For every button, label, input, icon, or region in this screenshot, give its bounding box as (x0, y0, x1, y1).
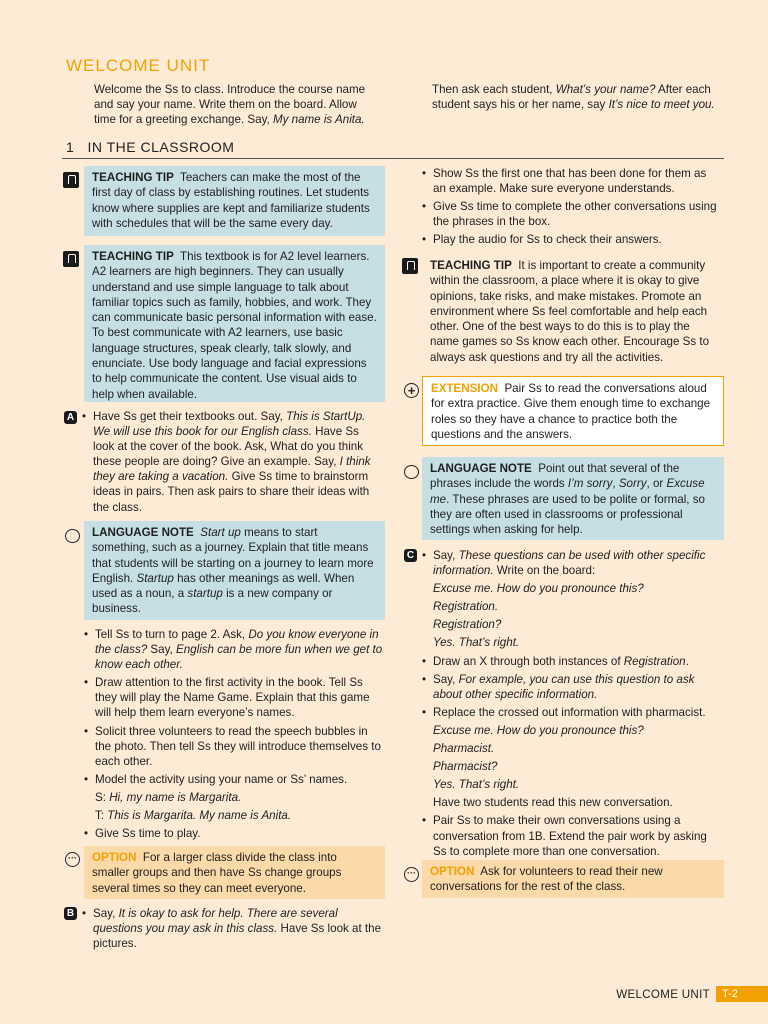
list-item: • Say, It is okay to ask for help. There are several questions you may ask in this class. Have Ss look at the pictures. (82, 906, 382, 951)
list-item: • Give Ss time to complete the other conversations using the phrases in the box. (422, 199, 722, 229)
board-line: Yes. That’s right. (433, 778, 520, 792)
teaching-tip-box: TEACHING TIP It is important to create a community within the classroom, a place where it is okay to give opinions, take risks, and make mistakes. Promote an environment where Ss feel comfortable and help each other. One of the best ways to do this is to play the name games so Ss know each other. Encourage Ss to always ask questions and try all the activities. (430, 259, 710, 364)
board-line: Registration? (433, 618, 502, 632)
board-line: Excuse me. How do you pronounce this? (433, 582, 644, 596)
list-item: • Model the activity using your name or Ss’ names. (84, 772, 384, 787)
unit-title: WELCOME UNIT (66, 56, 211, 75)
model-line: T: This is Margarita. My name is Anita. (95, 809, 292, 823)
board-line: Yes. That’s right. (433, 636, 520, 650)
activity-b-list (82, 906, 382, 951)
extension-box: EXTENSION Pair Ss to read the conversations aloud for extra practice. Give them enough time to exchange roles so they have a chance to practice both the questions and the answers. (422, 376, 724, 446)
option-box: OPTION For a larger class divide the class into smaller groups and then have Ss change groups several times so they can meet everyone. (84, 846, 385, 899)
intro-right: Then ask each student, What’s your name? After each student says his or her name, say It’s nice to meet you. (432, 83, 715, 111)
activity-c-list (422, 548, 722, 859)
list-item: • Solicit three volunteers to read the speech bubbles in the photo. Then tell Ss they will introduce themselves to each other. (84, 724, 384, 769)
activity-a-list (82, 409, 382, 515)
activity-a-icon: A (64, 411, 77, 424)
teaching-tip-box: TEACHING TIP Teachers can make the most of the first day of class by establishing routines. Let students know where supplies are kept and familiarize students with schedules that will be the same every day. (84, 166, 385, 236)
list-item: • Pair Ss to make their own conversations using a conversation from 1B. Extend the pair work by asking Ss to complete more than one conversation. (422, 813, 722, 858)
page-number: T-2 (716, 986, 768, 1002)
activity-c-icon: C (404, 549, 417, 562)
board-line: Pharmacist? (433, 760, 498, 774)
board-line: Pharmacist. (433, 742, 495, 756)
teaching-tip-icon (402, 258, 418, 274)
board-line: Excuse me. How do you pronounce this? (433, 723, 644, 737)
language-note-box: LANGUAGE NOTE Point out that several of the phrases include the words I’m sorry, Sorry, or Excuse me. These phrases are used to be polite or formal, so they are often used in classrooms or professional settings when asking for help. (422, 457, 724, 540)
model-line: S: Hi, my name is Margarita. (95, 790, 242, 804)
activity-b-steps (422, 166, 722, 247)
list-item: • Draw an X through both instances of Registration. (422, 654, 722, 669)
activity-a-steps (84, 627, 384, 841)
list-item: • Replace the crossed out information with pharmacist. (422, 705, 722, 720)
instruction-line: Have two students read this new conversation. (433, 796, 673, 810)
teaching-tip-icon (63, 172, 79, 188)
list-item: • Say, These questions can be used with other specific information. Write on the board: (422, 548, 722, 578)
extension-icon: + (404, 383, 419, 398)
speech-bubble-icon (404, 465, 419, 479)
list-item: • Tell Ss to turn to page 2. Ask, Do you know everyone in the class? Say, English can be more fun when we get to know each other. (84, 627, 384, 672)
activity-b-icon: B (64, 907, 77, 920)
section-rule (62, 158, 724, 159)
list-item: • Give Ss time to play. (84, 826, 384, 841)
board-line: Registration. (433, 600, 499, 614)
option-icon: ··· (404, 867, 419, 882)
teaching-tip-box: TEACHING TIP This textbook is for A2 level learners. A2 learners are high beginners. They can usually understand and use simple language to talk about familiar topics such as family, hobbies, and work. They can communicate basic personal information with ease. To best communicate with A2 learners, use basic language structures, speak clearly, talk slowly, and enunciate. Use body language and facial expressions to help communicate the content. Use visual aids to help when available. (84, 245, 385, 402)
list-item: • Have Ss get their textbooks out. Say, This is StartUp. We will use this book for our English class. Have Ss look at the cover of the book. Ask, What do you think these people are doing? Give an example. Say, I think they are taking a vacation. Give Ss time to brainstorm ideas in pairs. Then ask pairs to share their ideas with the class. (82, 409, 382, 515)
option-icon: ··· (65, 852, 80, 867)
list-item: • Say, For example, you can use this question to ask about other specific information. (422, 672, 722, 702)
intro-left: Welcome the Ss to class. Introduce the course name and say your name. Write them on the board. Allow time for a greeting exchange. Say, My name is Anita. (94, 83, 366, 126)
list-item: • Draw attention to the first activity in the book. Tell Ss they will play the Name Game. Explain that this game will help them learn everyone’s names. (84, 675, 384, 720)
section-heading: 1 IN THE CLASSROOM (66, 139, 235, 155)
list-item: • Show Ss the first one that has been done for them as an example. Make sure everyone understands. (422, 166, 722, 196)
language-note-box: LANGUAGE NOTE Start up means to start something, such as a journey. Explain that title means that students will be starting on a journey to learn more English. Startup has other meanings as well. When used as a noun, a startup is a new company or business. (84, 521, 385, 620)
teaching-tip-icon (63, 251, 79, 267)
footer-unit-label: WELCOME UNIT (616, 988, 710, 1001)
speech-bubble-icon (65, 529, 80, 543)
list-item: • Play the audio for Ss to check their answers. (422, 232, 722, 247)
option-box: OPTION Ask for volunteers to read their new conversations for the rest of the class. (422, 860, 724, 898)
